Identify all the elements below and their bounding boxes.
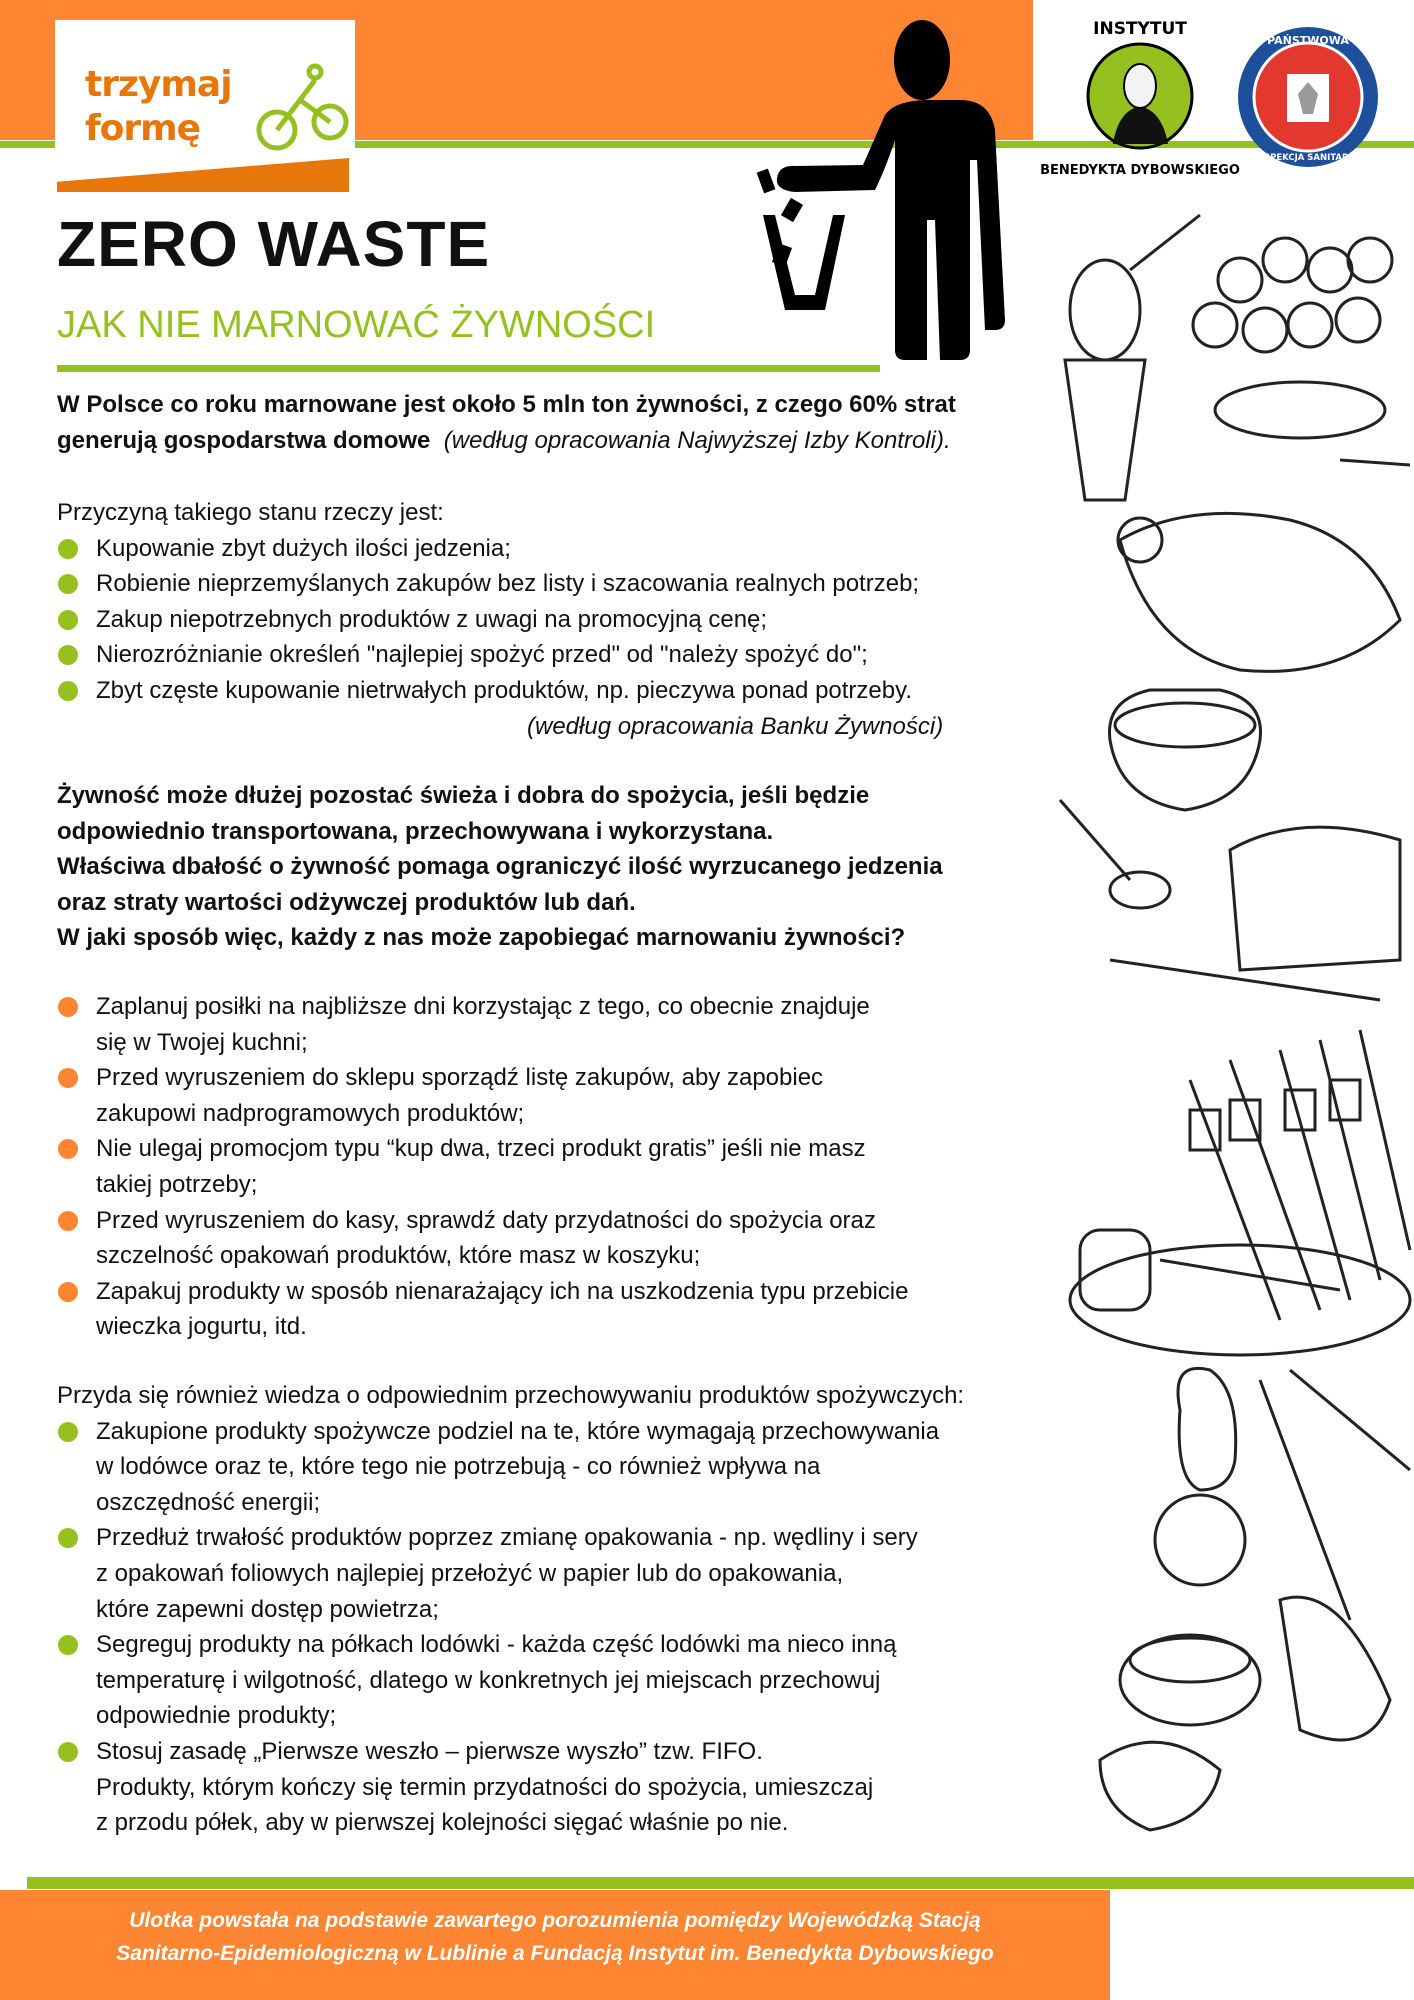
title-underline: [57, 365, 880, 372]
item-text: z opakowań foliowych najlepiej przełożyć w papier lub do opakowania,: [96, 1559, 844, 1587]
item-text: Zakup niepotrzebnych produktów z uwagi na promocyjną cenę;: [96, 605, 768, 633]
green-bullet-icon: [58, 1742, 78, 1762]
green-bullet-icon: [58, 574, 78, 594]
intro-line-2-bold: generują gospodarstwa domowe: [57, 426, 431, 454]
causes-section: [57, 495, 943, 744]
item-text: temperaturę i wilgotność, dlatego w konkretnych jej miejscach przechowuj: [96, 1666, 881, 1694]
svg-text:BENEDYKTA DYBOWSKIEGO: BENEDYKTA DYBOWSKIEGO: [1040, 163, 1240, 178]
storage-heading: Przyda się również wiedza o odpowiednim przechowywaniu produktów spożywczych:: [57, 1382, 965, 1409]
list-item: [57, 673, 943, 709]
footer-green-line: [27, 1877, 1414, 1889]
green-bullet-icon: [58, 645, 78, 665]
item-text: w lodówce oraz te, które tego nie potrzebują - co również wpływa na: [96, 1453, 821, 1481]
green-bullet-icon: [58, 681, 78, 701]
item-text: Kupowanie zbyt dużych ilości jedzenia;: [96, 534, 511, 562]
list-item: [57, 637, 943, 673]
item-text: Przed wyruszeniem do sklepu sporządź listę zakupów, aby zapobiec: [96, 1064, 824, 1092]
list-item: [57, 531, 943, 567]
orange-bullet-icon: [58, 1282, 78, 1302]
item-text: szczelność opakowań produktów, które masz w koszyku;: [96, 1242, 701, 1270]
bold-paragraph: [57, 778, 943, 956]
item-text: Robienie nieprzemyślanych zakupów bez listy i szacowania realnych potrzeb;: [96, 570, 920, 598]
orange-bullet-icon: [58, 1139, 78, 1159]
item-text: takiej potrzeby;: [96, 1170, 258, 1198]
item-text: Zbyt częste kupowanie nietrwałych produktów, np. pieczywa ponad potrzeby.: [96, 676, 912, 704]
list-item: [57, 1131, 908, 1202]
list-item: [57, 566, 943, 602]
footer-line-1: Ulotka powstała na podstawie zawartego porozumienia pomiędzy Wojewódzką Stacją: [129, 1909, 981, 1932]
item-text: Nie ulegaj promocjom typu “kup dwa, trzeci produkt gratis” jeśli nie masz: [96, 1135, 866, 1163]
bold-line: odpowiednio transportowana, przechowywana i wykorzystana.: [57, 817, 774, 845]
orange-bullet-icon: [58, 1068, 78, 1088]
institute-dybowski-logo: [1040, 16, 1240, 181]
list-item: [57, 989, 908, 1060]
item-text: zakupowi nadprogramowych produktów;: [96, 1099, 525, 1127]
item-text: Zaplanuj posiłki na najbliższe dni korzystając z tego, co obecnie znajduje: [96, 993, 870, 1020]
orange-bullet-icon: [58, 1211, 78, 1231]
footer-line-2: Sanitarno-Epidemiologiczną w Lublinie a Fundacją Instytut im. Benedykta Dybowskiego: [116, 1942, 994, 1965]
bold-line: Żywność może dłużej pozostać świeża i dobra do spożycia, jeśli będzie: [57, 782, 870, 809]
list-item: [57, 1060, 908, 1131]
item-text: Przed wyruszeniem do kasy, sprawdź daty przydatności do spożycia oraz: [96, 1206, 876, 1234]
causes-heading: Przyczyną takiego stanu rzeczy jest:: [57, 499, 444, 526]
item-text: Nierozróżnianie określeń "najlepiej spożyć przed" od "należy spożyć do";: [96, 641, 868, 669]
svg-text:PAŃSTWOWA: PAŃSTWOWA: [1267, 34, 1349, 47]
logo-text-2: formę: [85, 108, 201, 149]
green-bullet-icon: [58, 1528, 78, 1548]
footer: [0, 1890, 1110, 2000]
item-text: oszczędność energii;: [96, 1488, 321, 1516]
bicycle-icon: [255, 60, 350, 160]
bold-line: Właściwa dbałość o żywność pomaga ograniczyć ilość wyrzucanego jedzenia: [57, 853, 943, 881]
intro-paragraph: [57, 387, 956, 458]
list-item: [57, 1627, 964, 1734]
list-item: [57, 1414, 964, 1521]
food-illustration: [1040, 200, 1414, 1860]
item-text: Zakupione produkty spożywcze podziel na te, które wymagają przechowywania: [96, 1417, 940, 1445]
item-text: Zapakuj produkty w sposób nienarażający ich na uszkodzenia typu przebicie: [96, 1277, 909, 1305]
bold-line: oraz straty wartości odżywczej produktów lub dań.: [57, 888, 636, 916]
causes-list: [57, 531, 943, 709]
list-item: [57, 1734, 964, 1841]
item-text: Stosuj zasadę „Pierwsze weszło – pierwsze wyszło” tzw. FIFO.: [96, 1737, 763, 1765]
list-item: [57, 1203, 908, 1274]
list-item: [57, 1520, 964, 1627]
list-item: [57, 602, 943, 638]
page-title: ZERO WASTE: [57, 208, 491, 280]
green-bullet-icon: [58, 539, 78, 559]
intro-line-1: W Polsce co roku marnowane jest około 5 mln ton żywności, z czego 60% strat: [57, 391, 956, 418]
item-text: wieczka jogurtu, itd.: [96, 1313, 307, 1341]
svg-text:INSPEKCJA SANITARNA: INSPEKCJA SANITARNA: [1253, 153, 1363, 163]
item-text: z przodu półek, aby w pierwszej kolejności sięgać właśnie po nie.: [96, 1809, 789, 1837]
bold-line: W jaki sposób więc, każdy z nas może zapobiegać marnowaniu żywności?: [57, 924, 906, 952]
logo-text-1: trzymaj: [85, 64, 232, 105]
sanepid-logo: [1235, 22, 1381, 172]
page-subtitle: JAK NIE MARNOWAĆ ŻYWNOŚCI: [57, 304, 656, 346]
item-text: Przedłuż trwałość produktów poprzez zmianę opakowania - np. wędliny i sery: [96, 1524, 918, 1552]
intro-source: (według opracowania Najwyższej Izby Kontroli).: [443, 426, 951, 454]
item-text: Produkty, którym kończy się termin przydatności do spożycia, umieszczaj: [96, 1773, 874, 1801]
item-text: Segreguj produkty na półkach lodówki - każda część lodówki ma nieco inną: [96, 1631, 897, 1659]
person-throwing-trash-icon: [715, 20, 1025, 365]
item-text: się w Twojej kuchni;: [96, 1028, 308, 1056]
green-bullet-icon: [58, 610, 78, 630]
orange-bullet-icon: [58, 997, 78, 1017]
storage-section: [57, 1378, 964, 1841]
list-item: [57, 1274, 908, 1345]
storage-list: [57, 1414, 964, 1841]
causes-source: (według opracowania Banku Żywności): [527, 712, 944, 740]
green-bullet-icon: [58, 1635, 78, 1655]
item-text: odpowiednie produkty;: [96, 1702, 337, 1730]
green-bullet-icon: [58, 1422, 78, 1442]
trzymaj-forme-logo: [55, 20, 355, 185]
svg-text:INSTYTUT: INSTYTUT: [1093, 19, 1187, 39]
tips-list: [57, 989, 908, 1345]
item-text: które zapewni dostęp powietrza;: [96, 1595, 439, 1623]
